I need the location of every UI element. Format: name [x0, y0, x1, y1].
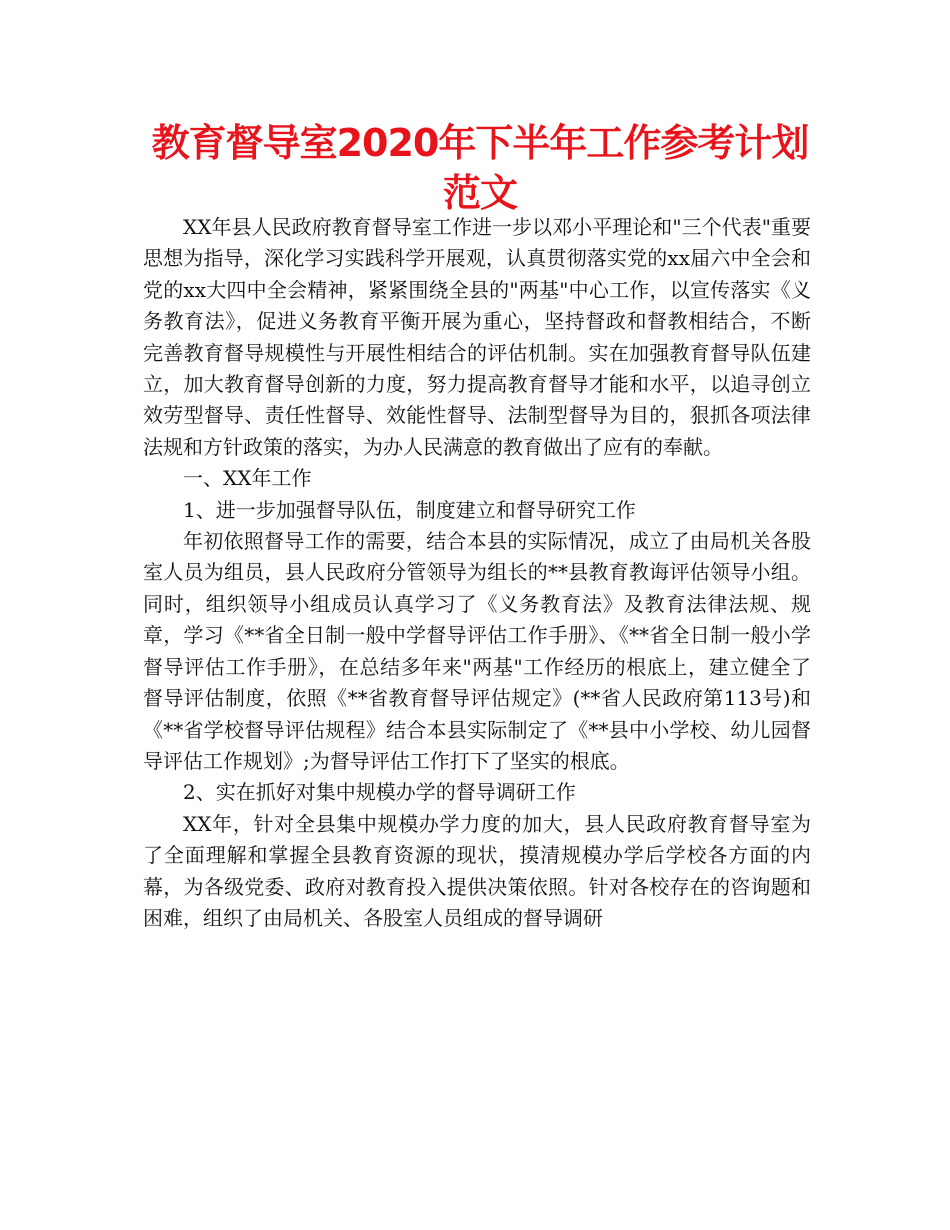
- paragraph-scale-schooling: XX年，针对全县集中规模办学力度的加大，县人民政府教育督导室为了全面理解和掌握全县教育资源的现状，摸清规模办学后学校各方面的内幕，为各级党委、政府对教育投入提供决策依照。针对各校存在的咨询题和困难，组织了由局机关、各股室人员组成的督导调研: [143, 811, 811, 930]
- subsection-heading-1: 1、进一步加强督导队伍，制度建立和督导研究工作: [183, 497, 636, 522]
- document-title: 教育督导室2020年下半年工作参考计划范文: [151, 121, 809, 215]
- document-body: [143, 212, 811, 934]
- paragraph-supervision-team: 年初依照督导工作的需要，结合本县的实际情况，成立了由局机关各股室人员为组员，县人民政府分管领导为组长的**县教育教诲评估领导小组。同时，组织领导小组成员认真学习了《义务教育法》及教育法律法规、规章，学习《**省全日制一般中学督导评估工作手册》、《**省全日制一般小学督导评估工作手册》，在总结多年来"两基"工作经历的根底上，建立健全了督导评估制度，依照《**省教育督导评估规定》(**省人民政府第113号)和《**省学校督导评估规程》结合本县实际制定了《**县中小学校、幼儿园督导评估工作规划》;为督导评估工作打下了坚实的根底。: [143, 529, 811, 773]
- section-heading-1: 一、XX年工作: [183, 466, 312, 491]
- intro-paragraph: XX年县人民政府教育督导室工作进一步以邓小平理论和"三个代表"重要思想为指导，深化学习实践科学开展观，认真贯彻落实党的xx届六中全会和党的xx大四中全会精神，紧紧围绕全县的"两基"中心工作，以宣传落实《义务教育法》，促进义务教育平衡开展为重心，坚持督政和督教相结合，不断完善教育督导规模性与开展性相结合的评估机制。实在加强教育督导队伍建立，加大教育督导创新的力度，努力提高教育督导才能和水平，以追寻创立效劳型督导、责任性督导、效能性督导、法制型督导为目的，狠抓各项法律法规和方针政策的落实，为办人民满意的教育做出了应有的奉献。: [143, 215, 811, 459]
- subsection-heading-2: 2、实在抓好对集中规模办学的督导调研工作: [183, 780, 576, 805]
